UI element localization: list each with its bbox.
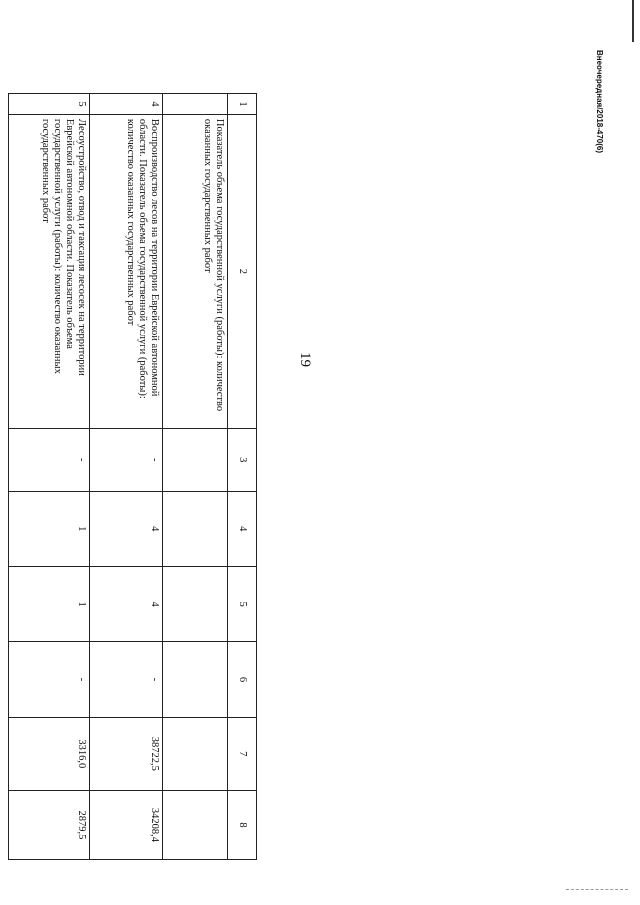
cell-col3: - (9, 428, 90, 491)
row-number: 4 (90, 94, 163, 115)
data-table (8, 93, 257, 860)
page-edge-line (632, 0, 634, 42)
column-header: 6 (228, 642, 257, 717)
rotated-page (0, 0, 320, 900)
table-row (163, 94, 228, 860)
row-description: Воспроизводство лесов на территории Еврейской автономной области. Показатель объема государственной услуги (работы): количество оказанных государственных работ (90, 114, 163, 428)
table-row (9, 94, 90, 860)
column-header: 5 (228, 566, 257, 641)
document-stamp: Внеочередная/2018-470(6) (595, 50, 604, 154)
cell-col8: 34208,4 (90, 790, 163, 859)
column-header: 1 (228, 94, 257, 115)
column-header: 7 (228, 717, 257, 790)
page-number-text: 19 (297, 352, 313, 367)
cell-col4: 4 (90, 491, 163, 566)
cell-col8: 2879,5 (9, 790, 90, 859)
cell-col5: 4 (90, 566, 163, 641)
row-number (163, 94, 228, 115)
scan-artifact (566, 889, 628, 891)
cell-col4: 1 (9, 491, 90, 566)
column-header: 3 (228, 428, 257, 491)
row-description: Лесоустройство, отвод и таксация лесосек на территории Еврейской автономной области. Показатель объема государственной услуги (работы): количество оказанных государственных работ (9, 114, 90, 428)
page-number (298, 0, 320, 400)
cell-col7 (163, 717, 228, 790)
cell-col7: 3316,0 (9, 717, 90, 790)
cell-col5 (163, 566, 228, 641)
cell-col4 (163, 491, 228, 566)
row-number: 5 (9, 94, 90, 115)
table-header-row (228, 94, 257, 860)
cell-col7: 38722,5 (90, 717, 163, 790)
row-description: Показатель объема государственной услуги (работы): количество оказанных государственных работ (163, 114, 228, 428)
column-header: 2 (228, 114, 257, 428)
cell-col8 (163, 790, 228, 859)
cell-col6: - (9, 642, 90, 717)
cell-col6 (163, 642, 228, 717)
cell-col3: - (90, 428, 163, 491)
table-row (90, 94, 163, 860)
column-header: 8 (228, 790, 257, 859)
cell-col6: - (90, 642, 163, 717)
column-header: 4 (228, 491, 257, 566)
cell-col3 (163, 428, 228, 491)
cell-col5: 1 (9, 566, 90, 641)
